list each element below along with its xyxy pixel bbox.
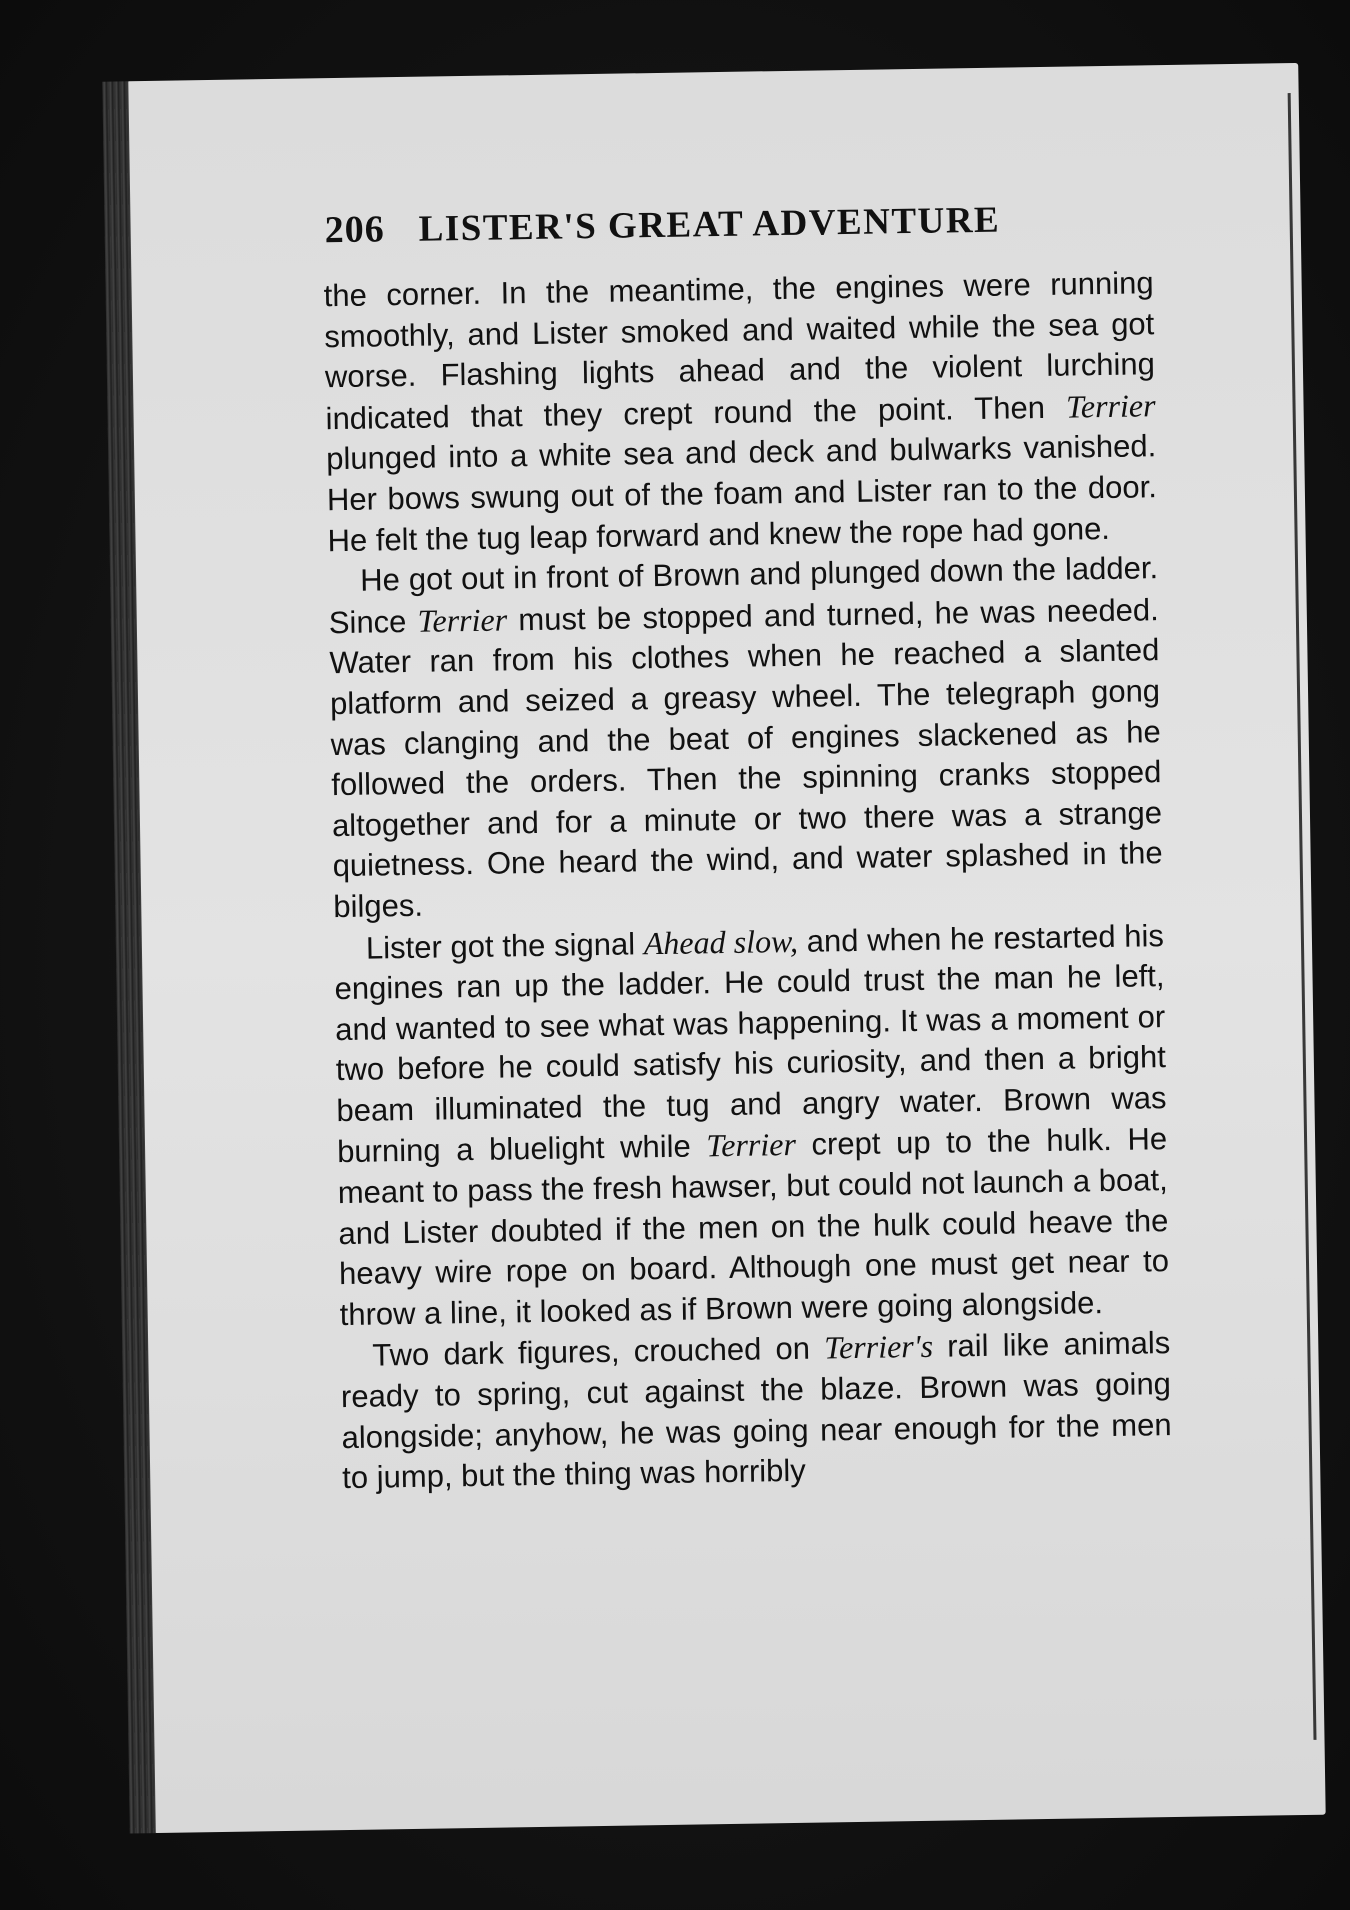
text-segment: and when he restarted his engines ran up the ladder. He could trust the man he left, and wanted to see what was happening. It was a moment or two before he could satisfy his curiosity, and then a bright beam illuminated the tug and angry water. Brown was burning a bluelight while (334, 917, 1167, 1170)
text-segment: He got out in front of Brown and plunged down the ladder. Since (328, 550, 1159, 640)
book-page (126, 63, 1325, 1833)
text-segment: plunged into a white sea and deck and bulwarks vanished. Her bows swung out of the foam and Lister ran to the door. He felt the tug leap forward and knew the rope had gone. (325, 428, 1158, 558)
body-text (323, 263, 1172, 1499)
text-segment: rail like animals ready to spring, cut against the blaze. Brown was going alongside; anyhow, he was going near enough for the men to jump, but the thing was horribly (340, 1325, 1172, 1496)
text-segment: Lister got the signal (365, 925, 645, 966)
page-number: 206 (324, 208, 385, 252)
paragraph-3 (334, 915, 1170, 1336)
book-title: LISTER'S GREAT ADVENTURE (418, 199, 1001, 250)
paragraph-4 (340, 1323, 1172, 1499)
ship-name-italic: Terrier (706, 1126, 797, 1164)
text-segment: must be stopped and turned, he was needed. Water ran from his clothes when he reached a slanted platform and seized a greasy wheel. The telegraph gong was clanging and the beat of engines slackened as he followed the orders. Then the spinning cranks stopped altogether and for a minute or two there was a strange quietness. One heard the wind, and water splashed in the bilges. (329, 591, 1163, 925)
signal-italic: Ahead slow, (643, 922, 799, 961)
text-segment: Two dark figures, crouched on (372, 1330, 825, 1374)
ship-name-italic: Terrier's (823, 1328, 934, 1366)
running-head (324, 195, 1175, 252)
ship-name-italic: Terrier (1065, 386, 1156, 425)
text-segment: crept up to the hulk. He meant to pass the fresh hawser, but could not launch a boat, and Lister doubted if the men on the hulk could heave the heavy wire rope on board. Although one must get near to throw a line, it looked as if Brown were going alongside. (337, 1121, 1170, 1332)
paragraph-2 (328, 548, 1164, 927)
ship-name-italic: Terrier (417, 601, 508, 639)
text-segment: the corner. In the meantime, the engines were running smoothly, and Lister smoked and waited while the sea got worse. Flashing lights ahead and the violent lurching indicated that they crept round the point. Then (323, 265, 1156, 437)
paragraph-1 (323, 263, 1157, 561)
